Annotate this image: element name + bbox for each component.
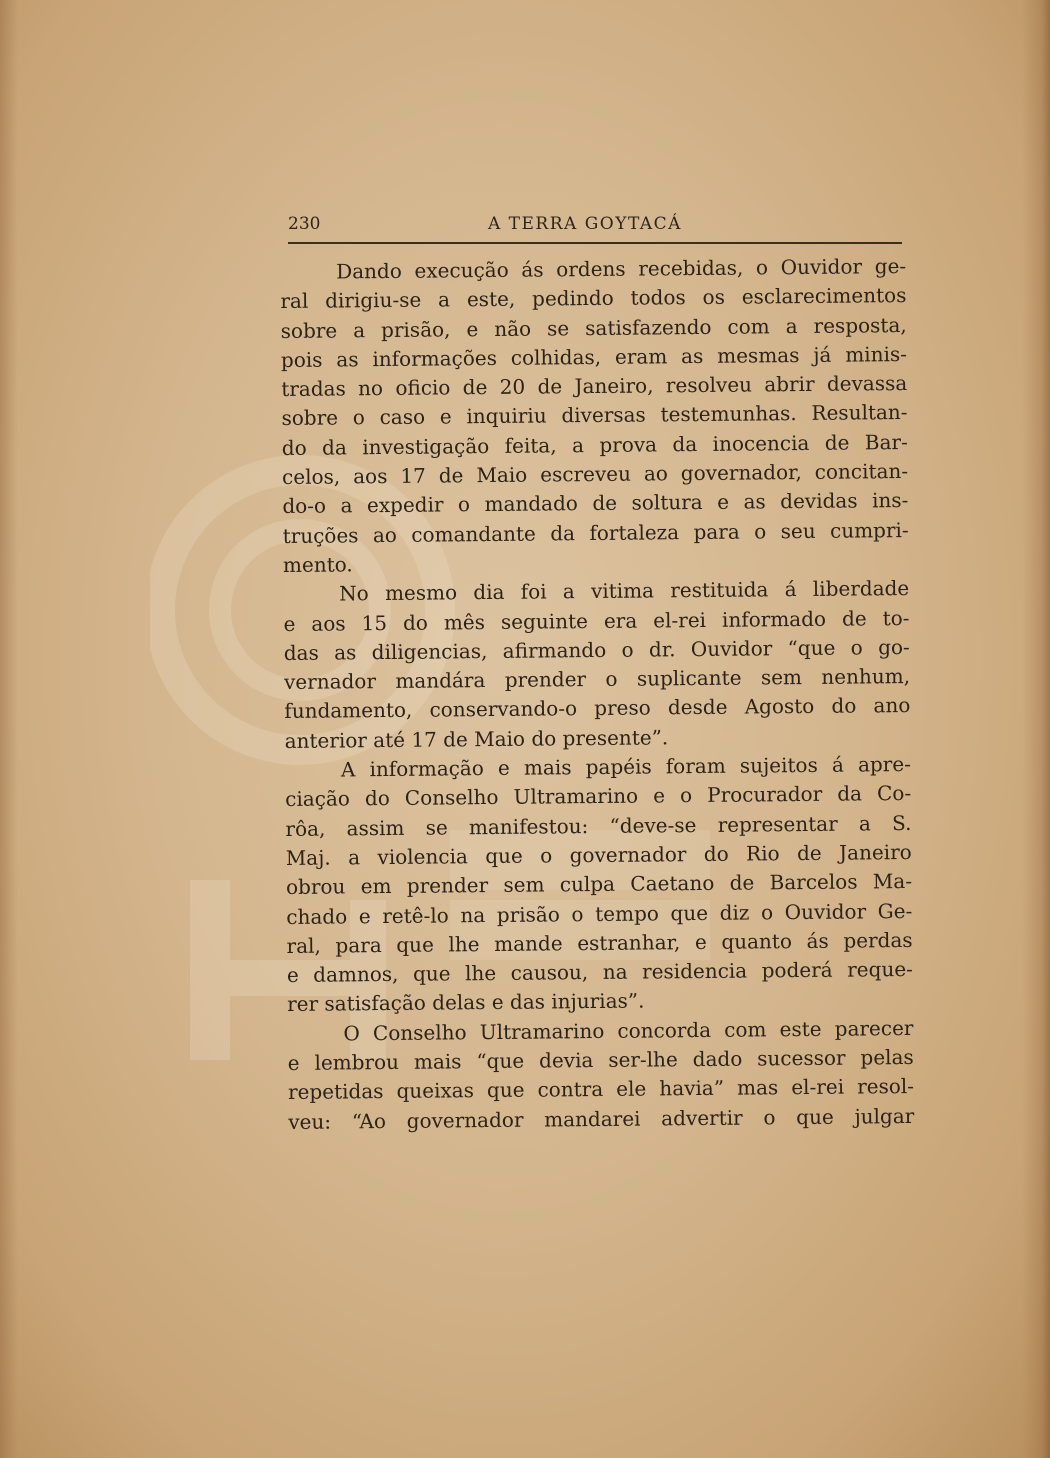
text-line: do-o a expedir o mandado de soltura e as devidas ins- [282,488,909,519]
text-line: O Conselho Ultramarino concorda com este parecer [343,1015,914,1046]
text-line: No mesmo dia foi a vitima restituida á liberdade [339,576,910,606]
page-number: 230 [288,214,321,234]
text-line: ral dirigiu-se a este, pedindo todos os esclarecimentos [280,283,907,314]
text-line: veu: “Ao governador mandarei advertir o que julgar [288,1103,915,1134]
text-line: sobre o caso e inquiriu diversas testemunhas. Resultan- [281,400,908,431]
page-left-edge-shadow [0,0,18,1458]
text-line: anterior até 17 de Maio do presente”. [284,725,669,753]
text-line: truções ao comandante da fortaleza para o seu cumpri- [282,517,909,548]
text-line: chado e retê-lo na prisão o tempo que diz o Ouvidor Ge- [286,898,913,929]
text-line: ciação do Conselho Ultramarino e o Procurador da Co- [285,781,912,812]
text-line: rer satisfação delas e das injurias”. [287,988,645,1017]
text-line: do da investigação feita, a prova da inocencia de Bar- [281,429,908,460]
body-text [280,252,914,1137]
running-header [288,212,902,244]
text-line: fundamento, conservando-o preso desde Agosto do ano [284,693,911,724]
text-line: e aos 15 do mês seguinte era el-rei informado de to- [283,605,910,636]
text-line: A informação e mais papéis foram sujeitos á apre- [340,752,912,782]
text-line: Maj. a violencia que o governador do Rio de Janeiro [285,839,912,870]
text-line: e lembrou mais “que devia ser-lhe dado sucessor pelas [287,1044,914,1075]
text-line: ral, para que lhe mande estranhar, e quanto ás perdas [286,927,913,958]
text-line: rôa, assim se manifestou: “deve-se representar a S. [285,810,912,841]
text-line: celos, aos 17 de Maio escreveu ao governador, concitan- [281,459,909,490]
text-line: tradas no oficio de 20 de Janeiro, resolveu abrir devassa [281,371,908,402]
text-line: e damnos, que lhe causou, na residencia poderá reque- [286,957,913,988]
page-right-edge-shadow [1022,0,1050,1458]
text-line: vernador mandára prender o suplicante sem nenhum, [283,664,911,695]
running-title: A TERRA GOYTACÁ [488,214,682,234]
text-line: das as diligencias, afirmando o dr. Ouvidor “que o go- [283,634,910,665]
text-line: repetidas queixas que contra ele havia” mas el-rei resol- [287,1074,915,1105]
text-line: Dando execução ás ordens recebidas, o Ouvidor ge- [336,253,907,284]
text-line: sobre a prisão, e não se satisfazendo com a resposta, [280,312,907,343]
text-line: obrou em prender sem culpa Caetano de Barcelos Ma- [285,869,913,900]
text-line: mento. [282,552,353,577]
text-line: pois as informações colhidas, eram as mesmas já minis- [280,341,908,372]
